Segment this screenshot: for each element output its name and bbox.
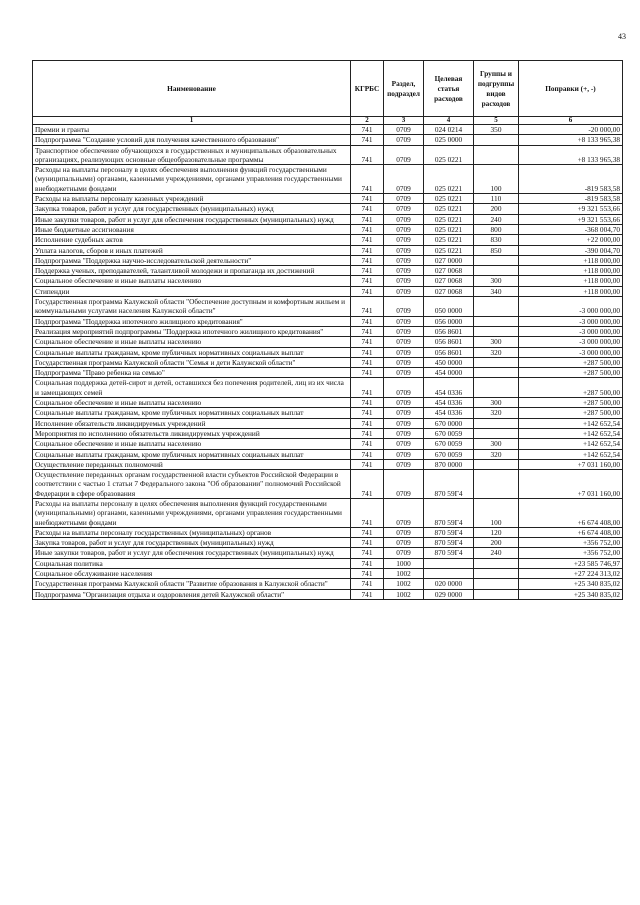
row-target: 027 0068 xyxy=(424,266,474,276)
row-target: 454 0336 xyxy=(424,378,474,398)
header-target: Целевая статья расходов xyxy=(424,61,474,117)
row-kgrbs: 741 xyxy=(351,204,384,214)
row-name: Подпрограмма "Право ребенка на семью" xyxy=(33,368,351,378)
table-row xyxy=(33,347,623,357)
row-group: 200 xyxy=(474,204,519,214)
row-group xyxy=(474,589,519,599)
row-group: 300 xyxy=(474,439,519,449)
row-group: 100 xyxy=(474,165,519,194)
table-row xyxy=(33,418,623,428)
row-amendment: +25 340 835,02 xyxy=(519,579,623,589)
row-name: Осуществление переданных органам государственной власти субъектов Российской Федерации в соответствии с частью 1 статьи 7 Федерального закона "Об образовании" полномочий Российской Федерации в сфере образования xyxy=(33,470,351,499)
row-section: 0709 xyxy=(384,316,424,326)
row-target: 870 59Г4 xyxy=(424,548,474,558)
table-row xyxy=(33,145,623,165)
row-amendment: +142 652,54 xyxy=(519,439,623,449)
row-target: 027 0068 xyxy=(424,276,474,286)
page-number: 43 xyxy=(618,32,626,41)
row-section: 0709 xyxy=(384,378,424,398)
row-target: 024 0214 xyxy=(424,125,474,135)
row-group xyxy=(474,470,519,499)
row-group xyxy=(474,459,519,469)
row-kgrbs: 741 xyxy=(351,316,384,326)
row-section: 0709 xyxy=(384,235,424,245)
row-target: 454 0336 xyxy=(424,408,474,418)
row-kgrbs: 741 xyxy=(351,439,384,449)
row-section: 1002 xyxy=(384,569,424,579)
row-section: 0709 xyxy=(384,125,424,135)
row-target: 870 59Г4 xyxy=(424,527,474,537)
row-kgrbs: 741 xyxy=(351,337,384,347)
row-group: 850 xyxy=(474,245,519,255)
row-name: Закупка товаров, работ и услуг для государственных (муниципальных) нужд xyxy=(33,538,351,548)
table-row xyxy=(33,255,623,265)
row-kgrbs: 741 xyxy=(351,235,384,245)
row-target: 020 0000 xyxy=(424,579,474,589)
row-group xyxy=(474,428,519,438)
table-row xyxy=(33,527,623,537)
row-amendment: +142 652,54 xyxy=(519,428,623,438)
row-name: Социальная политика xyxy=(33,558,351,568)
row-target: 025 0221 xyxy=(424,204,474,214)
row-amendment: +6 674 408,00 xyxy=(519,527,623,537)
header-group: Группы и подгруппы видов расходов xyxy=(474,61,519,117)
row-name: Социальные выплаты гражданам, кроме публичных нормативных социальных выплат xyxy=(33,449,351,459)
row-section: 0709 xyxy=(384,347,424,357)
row-kgrbs: 741 xyxy=(351,538,384,548)
row-amendment: -20 000,00 xyxy=(519,125,623,135)
row-section: 0709 xyxy=(384,297,424,317)
table-row xyxy=(33,235,623,245)
row-group: 300 xyxy=(474,398,519,408)
row-name: Премии и гранты xyxy=(33,125,351,135)
row-section: 0709 xyxy=(384,527,424,537)
row-kgrbs: 741 xyxy=(351,378,384,398)
row-name: Социальное обеспечение и иные выплаты населению xyxy=(33,276,351,286)
row-kgrbs: 741 xyxy=(351,276,384,286)
row-kgrbs: 741 xyxy=(351,286,384,296)
row-name: Подпрограмма "Поддержка ипотечного жилищного кредитования" xyxy=(33,316,351,326)
row-amendment: -819 583,58 xyxy=(519,194,623,204)
row-name: Подпрограмма "Организация отдыха и оздоровления детей Калужской области" xyxy=(33,589,351,599)
row-group xyxy=(474,266,519,276)
row-name: Социальные выплаты гражданам, кроме публичных нормативных социальных выплат xyxy=(33,408,351,418)
table-row xyxy=(33,214,623,224)
row-amendment: +287 500,00 xyxy=(519,378,623,398)
row-section: 1002 xyxy=(384,579,424,589)
row-amendment: +118 000,00 xyxy=(519,286,623,296)
row-amendment: +25 340 835,02 xyxy=(519,589,623,599)
row-name: Социальное обслуживание населения xyxy=(33,569,351,579)
row-amendment: +118 000,00 xyxy=(519,255,623,265)
row-kgrbs: 741 xyxy=(351,255,384,265)
table-header xyxy=(33,61,623,125)
row-group: 350 xyxy=(474,125,519,135)
table-row xyxy=(33,297,623,317)
row-target: 025 0000 xyxy=(424,135,474,145)
row-target xyxy=(424,558,474,568)
row-amendment: +287 500,00 xyxy=(519,357,623,367)
row-target: 025 0221 xyxy=(424,214,474,224)
row-group: 300 xyxy=(474,337,519,347)
row-group xyxy=(474,316,519,326)
row-amendment: +7 031 160,00 xyxy=(519,470,623,499)
row-name: Мероприятия по исполнению обязательств ликвидируемых учреждений xyxy=(33,428,351,438)
table-row xyxy=(33,245,623,255)
row-section: 1000 xyxy=(384,558,424,568)
table-row xyxy=(33,368,623,378)
row-section: 1002 xyxy=(384,589,424,599)
row-group xyxy=(474,135,519,145)
row-section: 0709 xyxy=(384,428,424,438)
row-amendment: +142 652,54 xyxy=(519,449,623,459)
row-kgrbs: 741 xyxy=(351,408,384,418)
row-name: Государственная программа Калужской области "Семья и дети Калужской области" xyxy=(33,357,351,367)
row-group xyxy=(474,569,519,579)
row-target: 025 0221 xyxy=(424,165,474,194)
row-name: Расходы на выплаты персоналу в целях обеспечения выполнения функций государственными (муниципальными) органами, казенными учреждениями, органами управления государственными внебюджетными фондами xyxy=(33,498,351,527)
row-section: 0709 xyxy=(384,245,424,255)
row-kgrbs: 741 xyxy=(351,125,384,135)
row-amendment: +356 752,00 xyxy=(519,538,623,548)
row-group: 100 xyxy=(474,498,519,527)
row-section: 0709 xyxy=(384,538,424,548)
row-kgrbs: 741 xyxy=(351,470,384,499)
row-kgrbs: 741 xyxy=(351,558,384,568)
row-amendment: +287 500,00 xyxy=(519,398,623,408)
row-amendment: +118 000,00 xyxy=(519,266,623,276)
row-group xyxy=(474,255,519,265)
table-row xyxy=(33,498,623,527)
row-amendment: +142 652,54 xyxy=(519,418,623,428)
row-group xyxy=(474,297,519,317)
row-target: 027 0000 xyxy=(424,255,474,265)
row-target: 670 0059 xyxy=(424,439,474,449)
row-target: 870 59Г4 xyxy=(424,498,474,527)
row-amendment: +118 000,00 xyxy=(519,276,623,286)
col-number: 3 xyxy=(384,117,424,125)
header-amendment: Поправки (+, -) xyxy=(519,61,623,117)
table-row xyxy=(33,357,623,367)
table-row xyxy=(33,548,623,558)
col-number: 6 xyxy=(519,117,623,125)
row-target: 670 0059 xyxy=(424,449,474,459)
row-name: Уплата налогов, сборов и иных платежей xyxy=(33,245,351,255)
row-target: 056 8601 xyxy=(424,326,474,336)
table-row xyxy=(33,316,623,326)
row-kgrbs: 741 xyxy=(351,548,384,558)
row-amendment: -368 004,70 xyxy=(519,224,623,234)
column-number-row xyxy=(33,117,623,125)
row-amendment: +356 752,00 xyxy=(519,548,623,558)
table-row xyxy=(33,378,623,398)
row-target: 050 0000 xyxy=(424,297,474,317)
row-section: 0709 xyxy=(384,548,424,558)
row-kgrbs: 741 xyxy=(351,165,384,194)
row-kgrbs: 741 xyxy=(351,589,384,599)
row-section: 0709 xyxy=(384,214,424,224)
row-group xyxy=(474,368,519,378)
row-target: 870 59Г4 xyxy=(424,470,474,499)
row-group: 110 xyxy=(474,194,519,204)
row-amendment: +9 321 553,66 xyxy=(519,214,623,224)
row-section: 0709 xyxy=(384,439,424,449)
row-kgrbs: 741 xyxy=(351,297,384,317)
row-section: 0709 xyxy=(384,337,424,347)
table-row xyxy=(33,398,623,408)
table-row xyxy=(33,589,623,599)
row-amendment: +9 321 553,66 xyxy=(519,204,623,214)
row-group: 200 xyxy=(474,538,519,548)
row-section: 0709 xyxy=(384,286,424,296)
row-kgrbs: 741 xyxy=(351,357,384,367)
row-group: 120 xyxy=(474,527,519,537)
row-section: 0709 xyxy=(384,498,424,527)
row-section: 0709 xyxy=(384,459,424,469)
row-group: 320 xyxy=(474,347,519,357)
row-name: Государственная программа Калужской области "Обеспечение доступным и комфортным жильем и коммунальными услугами населения Калужской области" xyxy=(33,297,351,317)
row-name: Исполнение судебных актов xyxy=(33,235,351,245)
row-section: 0709 xyxy=(384,276,424,286)
table-row xyxy=(33,337,623,347)
row-group: 320 xyxy=(474,408,519,418)
row-amendment: -3 000 000,00 xyxy=(519,337,623,347)
row-name: Иные закупки товаров, работ и услуг для обеспечения государственных (муниципальных) нужд xyxy=(33,214,351,224)
table-row xyxy=(33,135,623,145)
row-name: Расходы на выплаты персоналу в целях обеспечения выполнения функций государственными (муниципальными) органами, казенными учреждениями, органами управления государственными внебюджетными фондами xyxy=(33,165,351,194)
row-amendment: -3 000 000,00 xyxy=(519,326,623,336)
row-group xyxy=(474,145,519,165)
table-row xyxy=(33,165,623,194)
row-target xyxy=(424,569,474,579)
header-kgrbs: КГРБС xyxy=(351,61,384,117)
col-number: 1 xyxy=(33,117,351,125)
row-amendment: +27 224 313,02 xyxy=(519,569,623,579)
table-row xyxy=(33,428,623,438)
table-row xyxy=(33,204,623,214)
row-name: Подпрограмма "Создание условий для получения качественного образования" xyxy=(33,135,351,145)
table-row xyxy=(33,449,623,459)
row-amendment: -819 583,58 xyxy=(519,165,623,194)
row-amendment: -3 000 000,00 xyxy=(519,297,623,317)
row-name: Расходы на выплаты персоналу государственных (муниципальных) органов xyxy=(33,527,351,537)
row-name: Социальные выплаты гражданам, кроме публичных нормативных социальных выплат xyxy=(33,347,351,357)
row-target: 870 59Г4 xyxy=(424,538,474,548)
table-row xyxy=(33,276,623,286)
row-group xyxy=(474,357,519,367)
row-name: Исполнение обязательств ликвидируемых учреждений xyxy=(33,418,351,428)
row-section: 0709 xyxy=(384,145,424,165)
row-kgrbs: 741 xyxy=(351,449,384,459)
table-row xyxy=(33,194,623,204)
row-target: 056 0000 xyxy=(424,316,474,326)
col-number: 5 xyxy=(474,117,519,125)
row-target: 670 0059 xyxy=(424,428,474,438)
row-name: Иные бюджетные ассигнования xyxy=(33,224,351,234)
row-section: 0709 xyxy=(384,408,424,418)
row-kgrbs: 741 xyxy=(351,498,384,527)
row-name: Закупка товаров, работ и услуг для государственных (муниципальных) нужд xyxy=(33,204,351,214)
row-section: 0709 xyxy=(384,368,424,378)
table-row xyxy=(33,538,623,548)
row-name: Подпрограмма "Поддержка научно-исследовательской деятельности" xyxy=(33,255,351,265)
row-amendment: +6 674 408,00 xyxy=(519,498,623,527)
row-kgrbs: 741 xyxy=(351,245,384,255)
row-amendment: -390 004,70 xyxy=(519,245,623,255)
row-kgrbs: 741 xyxy=(351,347,384,357)
row-section: 0709 xyxy=(384,224,424,234)
row-section: 0709 xyxy=(384,255,424,265)
row-group xyxy=(474,558,519,568)
table-row xyxy=(33,286,623,296)
row-amendment: -3 000 000,00 xyxy=(519,316,623,326)
table-row xyxy=(33,579,623,589)
row-target: 027 0068 xyxy=(424,286,474,296)
row-name: Социальная поддержка детей-сирот и детей, оставшихся без попечения родителей, лиц из их числа и замещающих семей xyxy=(33,378,351,398)
row-target: 450 0000 xyxy=(424,357,474,367)
row-kgrbs: 741 xyxy=(351,135,384,145)
row-target: 056 8601 xyxy=(424,347,474,357)
row-group: 240 xyxy=(474,548,519,558)
row-section: 0709 xyxy=(384,194,424,204)
row-kgrbs: 741 xyxy=(351,418,384,428)
row-name: Социальное обеспечение и иные выплаты населению xyxy=(33,337,351,347)
budget-table xyxy=(32,60,623,600)
row-amendment: +8 133 965,38 xyxy=(519,145,623,165)
row-target: 025 0221 xyxy=(424,224,474,234)
row-kgrbs: 741 xyxy=(351,214,384,224)
row-group xyxy=(474,418,519,428)
row-section: 0709 xyxy=(384,204,424,214)
row-name: Осуществление переданных полномочий xyxy=(33,459,351,469)
row-amendment: +7 031 160,00 xyxy=(519,459,623,469)
row-kgrbs: 741 xyxy=(351,579,384,589)
table-row xyxy=(33,569,623,579)
row-name: Иные закупки товаров, работ и услуг для обеспечения государственных (муниципальных) нужд xyxy=(33,548,351,558)
row-target: 870 0000 xyxy=(424,459,474,469)
row-kgrbs: 741 xyxy=(351,145,384,165)
row-amendment: +287 500,00 xyxy=(519,368,623,378)
header-section: Раздел, подраздел xyxy=(384,61,424,117)
row-name: Расходы на выплаты персоналу казенных учреждений xyxy=(33,194,351,204)
row-target: 025 0221 xyxy=(424,194,474,204)
row-group xyxy=(474,378,519,398)
table-row xyxy=(33,408,623,418)
row-section: 0709 xyxy=(384,135,424,145)
table-row xyxy=(33,470,623,499)
row-name: Транспортное обеспечение обучающихся в государственных и муниципальных образовательных организациях, реализующих основные общеобразовательные программы xyxy=(33,145,351,165)
row-section: 0709 xyxy=(384,398,424,408)
row-amendment: -3 000 000,00 xyxy=(519,347,623,357)
row-target: 670 0000 xyxy=(424,418,474,428)
row-group: 830 xyxy=(474,235,519,245)
row-name: Реализация мероприятий подпрограммы "Поддержка ипотечного жилищного кредитования" xyxy=(33,326,351,336)
row-section: 0709 xyxy=(384,470,424,499)
row-name: Поддержка ученых, преподавателей, талантливой молодежи и пропаганда их достижений xyxy=(33,266,351,276)
table-row xyxy=(33,459,623,469)
table-row xyxy=(33,266,623,276)
row-kgrbs: 741 xyxy=(351,428,384,438)
row-kgrbs: 741 xyxy=(351,224,384,234)
row-section: 0709 xyxy=(384,165,424,194)
table-row xyxy=(33,439,623,449)
row-name: Государственная программа Калужской области "Развитие образования в Калужской области" xyxy=(33,579,351,589)
row-kgrbs: 741 xyxy=(351,194,384,204)
row-target: 056 8601 xyxy=(424,337,474,347)
row-name: Социальное обеспечение и иные выплаты населению xyxy=(33,398,351,408)
row-group: 300 xyxy=(474,276,519,286)
row-kgrbs: 741 xyxy=(351,326,384,336)
row-kgrbs: 741 xyxy=(351,569,384,579)
row-target: 025 0221 xyxy=(424,245,474,255)
row-name: Социальное обеспечение и иные выплаты населению xyxy=(33,439,351,449)
row-section: 0709 xyxy=(384,326,424,336)
row-section: 0709 xyxy=(384,418,424,428)
table-row xyxy=(33,326,623,336)
row-kgrbs: 741 xyxy=(351,527,384,537)
row-name: Стипендии xyxy=(33,286,351,296)
row-amendment: +23 585 746,97 xyxy=(519,558,623,568)
table-row xyxy=(33,125,623,135)
row-kgrbs: 741 xyxy=(351,459,384,469)
row-kgrbs: 741 xyxy=(351,368,384,378)
row-amendment: +22 000,00 xyxy=(519,235,623,245)
row-kgrbs: 741 xyxy=(351,266,384,276)
row-section: 0709 xyxy=(384,449,424,459)
row-kgrbs: 741 xyxy=(351,398,384,408)
row-amendment: +8 133 965,38 xyxy=(519,135,623,145)
col-number: 4 xyxy=(424,117,474,125)
row-group: 320 xyxy=(474,449,519,459)
table-body xyxy=(33,125,623,600)
table-row xyxy=(33,224,623,234)
header-name: Наименование xyxy=(33,61,351,117)
row-group xyxy=(474,579,519,589)
row-section: 0709 xyxy=(384,266,424,276)
row-target: 025 0221 xyxy=(424,235,474,245)
row-target: 029 0000 xyxy=(424,589,474,599)
col-number: 2 xyxy=(351,117,384,125)
row-group: 240 xyxy=(474,214,519,224)
row-target: 454 0336 xyxy=(424,398,474,408)
row-amendment: +287 500,00 xyxy=(519,408,623,418)
row-group: 340 xyxy=(474,286,519,296)
row-target: 454 0000 xyxy=(424,368,474,378)
row-group xyxy=(474,326,519,336)
row-section: 0709 xyxy=(384,357,424,367)
row-target: 025 0221 xyxy=(424,145,474,165)
table-row xyxy=(33,558,623,568)
row-group: 800 xyxy=(474,224,519,234)
